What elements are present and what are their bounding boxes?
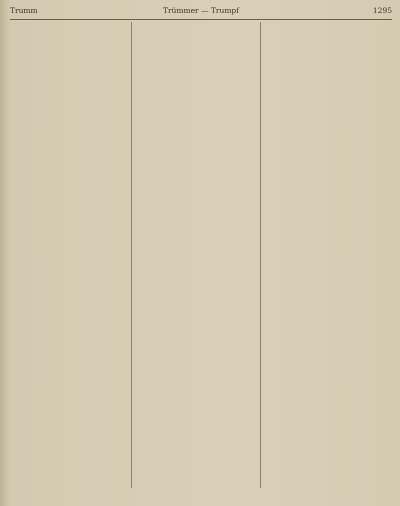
text-column-right bbox=[264, 22, 390, 488]
header-center-range: Trümmer — Trumpf bbox=[162, 6, 240, 15]
page-number: 1295 bbox=[372, 6, 392, 15]
text-column-left bbox=[10, 22, 128, 488]
header-left-catchword: Trumm bbox=[10, 6, 38, 15]
header-rule bbox=[10, 19, 392, 20]
column-divider bbox=[131, 22, 132, 488]
column-divider bbox=[260, 22, 261, 488]
text-column-middle bbox=[135, 22, 257, 488]
page-header bbox=[10, 6, 392, 18]
